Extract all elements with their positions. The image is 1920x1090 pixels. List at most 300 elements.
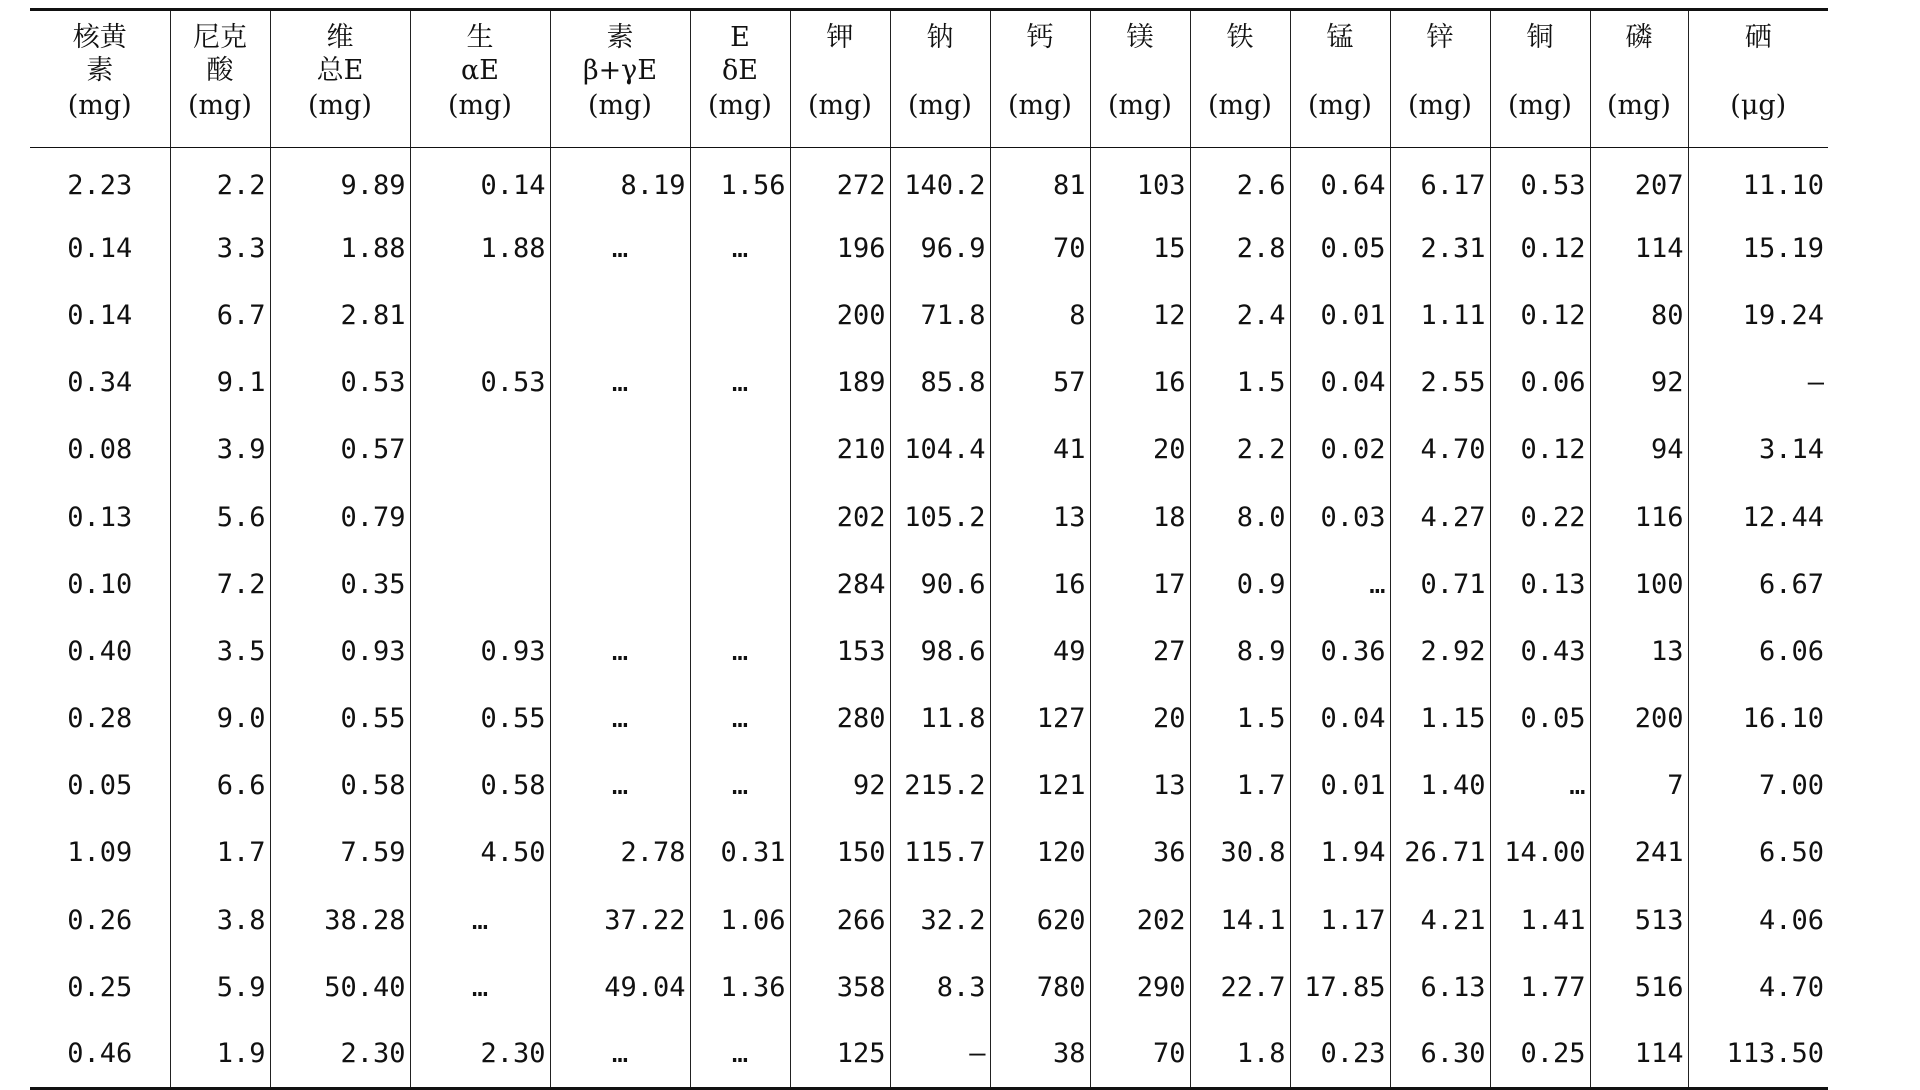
table-cell-vitamin-e-total: 0.57 [270, 416, 410, 483]
table-cell-phosphorus: 114 [1590, 1021, 1688, 1088]
table-cell-vitamin-e-beta-gamma: … [550, 752, 690, 819]
table-cell-phosphorus: 516 [1590, 954, 1688, 1021]
table-cell-riboflavin: 0.46 [30, 1021, 170, 1088]
table-row [30, 551, 1828, 618]
table-cell-vitamin-e-beta-gamma: 49.04 [550, 954, 690, 1021]
column-header-label: 锌 [1426, 22, 1454, 53]
table-cell-vitamin-e-delta [690, 551, 790, 618]
table-cell-iron: 14.1 [1190, 887, 1290, 954]
column-header-sublabel: δE [722, 55, 758, 86]
table-cell-riboflavin: 0.14 [67, 232, 133, 264]
column-header-unit: (mg) [1208, 90, 1272, 121]
table-cell-vitamin-e-total: 38.28 [270, 887, 410, 954]
table-cell-selenium: 15.19 [1688, 215, 1828, 282]
column-header-vitamin-e-total [270, 10, 410, 148]
table-cell-selenium: 19.24 [1688, 282, 1828, 349]
table-cell-niacin: 5.6 [170, 483, 270, 550]
table-cell-niacin: 1.7 [170, 819, 270, 886]
column-header-label: 锰 [1326, 22, 1354, 53]
table-cell-vitamin-e-delta [690, 282, 790, 349]
column-header-unit: (mg) [588, 90, 652, 121]
column-header-sublabel: αE [461, 55, 499, 86]
table-cell-sodium: 104.4 [890, 416, 990, 483]
column-header-vitamin-e-beta-gamma [550, 10, 690, 148]
table-cell-phosphorus: 80 [1590, 282, 1688, 349]
table-cell-vitamin-e-delta: 1.56 [690, 148, 790, 215]
table-cell-potassium: 272 [790, 148, 890, 215]
table-cell-magnesium: 27 [1090, 618, 1190, 685]
table-cell-iron: 2.4 [1190, 282, 1290, 349]
column-header-potassium [790, 10, 890, 148]
table-cell-sodium: 98.6 [890, 618, 990, 685]
table-cell-vitamin-e-beta-gamma: … [550, 685, 690, 752]
table-cell-phosphorus: 116 [1590, 483, 1688, 550]
table-cell-vitamin-e-delta: 0.31 [690, 819, 790, 886]
table-cell-vitamin-e-total: 0.55 [270, 685, 410, 752]
table-cell-iron: 2.2 [1190, 416, 1290, 483]
table-cell-vitamin-e-alpha: 4.50 [410, 819, 550, 886]
table-cell-iron: 8.9 [1190, 618, 1290, 685]
table-row [30, 887, 1828, 954]
column-header-unit: (mg) [908, 90, 972, 121]
table-cell-vitamin-e-delta: … [690, 1021, 790, 1088]
table-cell-zinc: 6.30 [1390, 1021, 1490, 1088]
column-header-label: 钾 [826, 22, 854, 53]
table-cell-zinc: 1.15 [1390, 685, 1490, 752]
table-cell-selenium: 11.10 [1688, 148, 1828, 215]
column-header-unit: (mg) [1408, 90, 1472, 121]
table-cell-copper: 0.06 [1490, 349, 1590, 416]
table-cell-selenium: 6.06 [1688, 618, 1828, 685]
table-row [30, 685, 1828, 752]
header-spacer [993, 54, 1088, 87]
column-header-label: 镁 [1126, 22, 1154, 53]
table-cell-iron: 1.8 [1190, 1021, 1290, 1088]
table-cell-vitamin-e-beta-gamma [550, 416, 690, 483]
table-cell-calcium: 13 [990, 483, 1090, 550]
table-cell-copper: 0.22 [1490, 483, 1590, 550]
table-cell-niacin: 3.9 [170, 416, 270, 483]
column-header-label: 素 [606, 22, 634, 53]
table-cell-iron: 2.8 [1190, 215, 1290, 282]
table-cell-phosphorus: 207 [1590, 148, 1688, 215]
column-header-vitamin-e-alpha [410, 10, 550, 148]
table-cell-niacin: 9.0 [170, 685, 270, 752]
table-cell-vitamin-e-beta-gamma: … [550, 1021, 690, 1088]
table-cell-vitamin-e-delta: … [690, 215, 790, 282]
table-cell-zinc: 1.11 [1390, 282, 1490, 349]
table-cell-calcium: 127 [990, 685, 1090, 752]
table-cell-vitamin-e-alpha: 0.14 [410, 148, 550, 215]
table-cell-calcium: 57 [990, 349, 1090, 416]
table-cell-magnesium: 20 [1090, 416, 1190, 483]
table-cell-vitamin-e-beta-gamma: … [550, 349, 690, 416]
table-cell-vitamin-e-beta-gamma: 2.78 [550, 819, 690, 886]
table-cell-phosphorus: 13 [1590, 618, 1688, 685]
table-cell-sodium: 11.8 [890, 685, 990, 752]
table-cell-iron: 0.9 [1190, 551, 1290, 618]
table-cell-vitamin-e-beta-gamma: 37.22 [550, 887, 690, 954]
table-cell-vitamin-e-total: 0.35 [270, 551, 410, 618]
table-cell-selenium: 113.50 [1688, 1021, 1828, 1088]
column-header-manganese [1290, 10, 1390, 148]
table-cell-iron: 22.7 [1190, 954, 1290, 1021]
column-header-unit: (mg) [1008, 90, 1072, 121]
table-cell-sodium: 32.2 [890, 887, 990, 954]
table-cell-riboflavin: 0.10 [67, 568, 133, 600]
table-cell-magnesium: 20 [1090, 685, 1190, 752]
table-cell-selenium: 6.67 [1688, 551, 1828, 618]
table-header-row [30, 10, 1828, 148]
column-header-label: 硒 [1744, 22, 1772, 53]
column-header-unit: (μg) [1730, 90, 1787, 121]
table-cell-calcium: 49 [990, 618, 1090, 685]
table-cell-vitamin-e-total: 2.30 [270, 1021, 410, 1088]
column-header-label: 生 [466, 22, 494, 53]
table-cell-calcium: 620 [990, 887, 1090, 954]
table-cell-magnesium: 36 [1090, 819, 1190, 886]
table-cell-phosphorus: 200 [1590, 685, 1688, 752]
table-cell-vitamin-e-alpha: … [410, 954, 550, 1021]
table-cell-selenium: 16.10 [1688, 685, 1828, 752]
table-cell-vitamin-e-delta: 1.06 [690, 887, 790, 954]
table-cell-riboflavin: 0.08 [67, 434, 133, 466]
table-cell-vitamin-e-total: 50.40 [270, 954, 410, 1021]
column-header-unit: (mg) [67, 90, 132, 121]
nutrition-table-page [30, 8, 1824, 1086]
table-cell-calcium: 16 [990, 551, 1090, 618]
table-cell-copper: 0.13 [1490, 551, 1590, 618]
table-cell-iron: 8.0 [1190, 483, 1290, 550]
table-cell-selenium: 7.00 [1688, 752, 1828, 819]
table-cell-sodium: 8.3 [890, 954, 990, 1021]
table-cell-niacin: 1.9 [170, 1021, 270, 1088]
table-cell-copper: 0.12 [1490, 416, 1590, 483]
table-cell-sodium: — [890, 1021, 990, 1088]
table-cell-phosphorus: 92 [1590, 349, 1688, 416]
column-header-label: 维 [326, 22, 354, 53]
table-cell-phosphorus: 241 [1590, 819, 1688, 886]
column-header-label: 磷 [1625, 22, 1653, 53]
table-cell-riboflavin: 0.34 [67, 367, 133, 399]
header-spacer [1193, 54, 1288, 87]
column-header-unit: (mg) [308, 90, 372, 121]
table-cell-magnesium: 17 [1090, 551, 1190, 618]
table-row [30, 752, 1828, 819]
table-cell-selenium: 12.44 [1688, 483, 1828, 550]
table-cell-vitamin-e-beta-gamma [550, 551, 690, 618]
column-header-label: 铁 [1226, 22, 1254, 53]
table-cell-potassium: 200 [790, 282, 890, 349]
table-cell-vitamin-e-alpha: … [410, 887, 550, 954]
column-header-label: 钠 [926, 22, 954, 53]
table-cell-sodium: 96.9 [890, 215, 990, 282]
table-cell-potassium: 284 [790, 551, 890, 618]
table-cell-niacin: 3.3 [170, 215, 270, 282]
table-cell-manganese: 0.03 [1290, 483, 1390, 550]
table-cell-calcium: 121 [990, 752, 1090, 819]
table-cell-vitamin-e-total: 1.88 [270, 215, 410, 282]
table-cell-niacin: 6.7 [170, 282, 270, 349]
table-cell-iron: 2.6 [1190, 148, 1290, 215]
table-cell-manganese: 0.23 [1290, 1021, 1390, 1088]
table-body [30, 148, 1828, 1089]
table-cell-manganese: 0.02 [1290, 416, 1390, 483]
table-cell-zinc: 2.92 [1390, 618, 1490, 685]
table-cell-magnesium: 103 [1090, 148, 1190, 215]
table-cell-riboflavin: 0.05 [67, 770, 133, 802]
table-cell-magnesium: 290 [1090, 954, 1190, 1021]
table-cell-manganese: … [1290, 551, 1390, 618]
table-cell-phosphorus: 7 [1590, 752, 1688, 819]
table-cell-manganese: 0.01 [1290, 282, 1390, 349]
table-cell-niacin: 6.6 [170, 752, 270, 819]
column-header-iron [1190, 10, 1290, 148]
header-spacer [1493, 54, 1588, 87]
table-cell-copper: 0.12 [1490, 215, 1590, 282]
column-header-sublabel: 素 [86, 55, 114, 86]
table-cell-magnesium: 202 [1090, 887, 1190, 954]
table-cell-sodium: 215.2 [890, 752, 990, 819]
column-header-label: 铜 [1526, 22, 1554, 53]
table-cell-phosphorus: 100 [1590, 551, 1688, 618]
table-cell-sodium: 115.7 [890, 819, 990, 886]
table-cell-copper: 0.43 [1490, 618, 1590, 685]
table-cell-selenium: 3.14 [1688, 416, 1828, 483]
table-cell-riboflavin: 0.28 [67, 703, 133, 735]
table-cell-vitamin-e-beta-gamma: … [550, 215, 690, 282]
table-cell-iron: 1.5 [1190, 349, 1290, 416]
table-cell-copper: 1.77 [1490, 954, 1590, 1021]
table-cell-niacin: 3.5 [170, 618, 270, 685]
table-cell-manganese: 0.64 [1290, 148, 1390, 215]
table-cell-vitamin-e-alpha: 0.55 [410, 685, 550, 752]
table-cell-riboflavin: 0.40 [67, 635, 133, 667]
table-cell-iron: 1.5 [1190, 685, 1290, 752]
table-cell-zinc: 0.71 [1390, 551, 1490, 618]
table-cell-calcium: 780 [990, 954, 1090, 1021]
table-cell-niacin: 7.2 [170, 551, 270, 618]
column-header-riboflavin [30, 10, 170, 148]
table-row [30, 1021, 1828, 1088]
table-cell-magnesium: 70 [1090, 1021, 1190, 1088]
table-cell-zinc: 2.31 [1390, 215, 1490, 282]
table-cell-riboflavin: 0.13 [67, 501, 133, 533]
column-header-selenium [1688, 10, 1828, 148]
table-row [30, 819, 1828, 886]
column-header-magnesium [1090, 10, 1190, 148]
table-cell-selenium: 4.06 [1688, 887, 1828, 954]
table-cell-calcium: 70 [990, 215, 1090, 282]
table-cell-vitamin-e-alpha: 0.93 [410, 618, 550, 685]
table-cell-manganese: 0.36 [1290, 618, 1390, 685]
table-cell-potassium: 210 [790, 416, 890, 483]
table-cell-vitamin-e-total: 0.53 [270, 349, 410, 416]
column-header-unit: (mg) [1508, 90, 1572, 121]
table-cell-magnesium: 16 [1090, 349, 1190, 416]
table-cell-niacin: 2.2 [170, 148, 270, 215]
table-row [30, 954, 1828, 1021]
column-header-unit: (mg) [188, 90, 252, 121]
column-header-unit: (mg) [1308, 90, 1372, 121]
table-cell-vitamin-e-alpha: 0.58 [410, 752, 550, 819]
column-header-label: 钙 [1026, 22, 1054, 53]
table-cell-manganese: 1.17 [1290, 887, 1390, 954]
header-spacer [793, 54, 888, 87]
table-cell-sodium: 140.2 [890, 148, 990, 215]
column-header-unit: (mg) [448, 90, 512, 121]
table-cell-calcium: 8 [990, 282, 1090, 349]
table-cell-vitamin-e-total: 9.89 [270, 148, 410, 215]
column-header-niacin [170, 10, 270, 148]
table-cell-copper: 0.53 [1490, 148, 1590, 215]
table-cell-calcium: 81 [990, 148, 1090, 215]
table-cell-magnesium: 18 [1090, 483, 1190, 550]
table-cell-vitamin-e-alpha [410, 282, 550, 349]
table-cell-vitamin-e-delta [690, 416, 790, 483]
column-header-vitamin-e-delta [690, 10, 790, 148]
table-cell-copper: 0.25 [1490, 1021, 1590, 1088]
table-cell-copper: 14.00 [1490, 819, 1590, 886]
column-header-phosphorus [1590, 10, 1688, 148]
table-cell-vitamin-e-total: 0.93 [270, 618, 410, 685]
table-cell-manganese: 17.85 [1290, 954, 1390, 1021]
table-cell-selenium: — [1688, 349, 1828, 416]
table-cell-manganese: 0.04 [1290, 349, 1390, 416]
table-row [30, 416, 1828, 483]
table-cell-copper: … [1490, 752, 1590, 819]
table-cell-iron: 30.8 [1190, 819, 1290, 886]
table-cell-potassium: 153 [790, 618, 890, 685]
nutrient-table [30, 8, 1828, 1090]
table-cell-phosphorus: 513 [1590, 887, 1688, 954]
column-header-sublabel: 总E [316, 55, 364, 86]
table-cell-magnesium: 13 [1090, 752, 1190, 819]
table-cell-manganese: 0.01 [1290, 752, 1390, 819]
table-cell-vitamin-e-beta-gamma: … [550, 618, 690, 685]
column-header-unit: (mg) [808, 90, 872, 121]
table-cell-vitamin-e-total: 0.79 [270, 483, 410, 550]
column-header-unit: (mg) [1108, 90, 1172, 121]
table-cell-manganese: 0.05 [1290, 215, 1390, 282]
table-cell-zinc: 4.27 [1390, 483, 1490, 550]
table-cell-selenium: 4.70 [1688, 954, 1828, 1021]
table-cell-sodium: 105.2 [890, 483, 990, 550]
table-cell-potassium: 92 [790, 752, 890, 819]
table-cell-magnesium: 12 [1090, 282, 1190, 349]
table-cell-vitamin-e-alpha [410, 416, 550, 483]
column-header-copper [1490, 10, 1590, 148]
table-row [30, 618, 1828, 685]
table-cell-riboflavin: 2.23 [67, 169, 133, 201]
table-cell-zinc: 26.71 [1390, 819, 1490, 886]
table-cell-calcium: 38 [990, 1021, 1090, 1088]
table-cell-vitamin-e-delta: 1.36 [690, 954, 790, 1021]
table-cell-zinc: 2.55 [1390, 349, 1490, 416]
table-cell-riboflavin: 0.26 [67, 904, 133, 936]
table-cell-potassium: 196 [790, 215, 890, 282]
table-cell-vitamin-e-total: 0.58 [270, 752, 410, 819]
table-cell-potassium: 189 [790, 349, 890, 416]
table-cell-potassium: 125 [790, 1021, 890, 1088]
column-header-unit: (mg) [708, 90, 772, 121]
table-cell-zinc: 6.13 [1390, 954, 1490, 1021]
column-header-calcium [990, 10, 1090, 148]
table-cell-manganese: 1.94 [1290, 819, 1390, 886]
table-cell-niacin: 9.1 [170, 349, 270, 416]
column-header-zinc [1390, 10, 1490, 148]
table-row [30, 148, 1828, 215]
column-header-sublabel: 酸 [206, 55, 234, 86]
table-cell-vitamin-e-delta: … [690, 752, 790, 819]
header-spacer [893, 54, 988, 87]
table-cell-manganese: 0.04 [1290, 685, 1390, 752]
table-cell-vitamin-e-alpha [410, 483, 550, 550]
table-cell-vitamin-e-delta [690, 483, 790, 550]
table-cell-riboflavin: 0.14 [67, 299, 133, 331]
table-cell-vitamin-e-delta: … [690, 685, 790, 752]
table-cell-vitamin-e-beta-gamma: 8.19 [550, 148, 690, 215]
table-cell-vitamin-e-total: 7.59 [270, 819, 410, 886]
table-cell-potassium: 266 [790, 887, 890, 954]
table-cell-sodium: 71.8 [890, 282, 990, 349]
table-cell-zinc: 1.40 [1390, 752, 1490, 819]
table-cell-vitamin-e-alpha: 0.53 [410, 349, 550, 416]
table-cell-vitamin-e-beta-gamma [550, 483, 690, 550]
table-cell-zinc: 4.70 [1390, 416, 1490, 483]
table-cell-sodium: 85.8 [890, 349, 990, 416]
table-cell-magnesium: 15 [1090, 215, 1190, 282]
table-cell-iron: 1.7 [1190, 752, 1290, 819]
table-cell-niacin: 5.9 [170, 954, 270, 1021]
table-cell-calcium: 41 [990, 416, 1090, 483]
header-spacer [1691, 54, 1827, 87]
table-cell-zinc: 6.17 [1390, 148, 1490, 215]
column-header-label: 尼克 [193, 22, 247, 53]
table-cell-riboflavin: 0.25 [67, 971, 133, 1003]
table-cell-potassium: 358 [790, 954, 890, 1021]
header-spacer [1593, 54, 1686, 87]
column-header-label: E [730, 22, 750, 53]
table-cell-phosphorus: 94 [1590, 416, 1688, 483]
table-cell-vitamin-e-delta: … [690, 349, 790, 416]
table-cell-potassium: 280 [790, 685, 890, 752]
table-cell-copper: 1.41 [1490, 887, 1590, 954]
table-cell-vitamin-e-delta: … [690, 618, 790, 685]
table-cell-vitamin-e-beta-gamma [550, 282, 690, 349]
table-row [30, 282, 1828, 349]
table-cell-selenium: 6.50 [1688, 819, 1828, 886]
header-spacer [1393, 54, 1488, 87]
column-header-label: 核黄 [72, 22, 127, 53]
table-cell-vitamin-e-alpha [410, 551, 550, 618]
table-cell-vitamin-e-alpha: 2.30 [410, 1021, 550, 1088]
table-row [30, 483, 1828, 550]
table-cell-riboflavin: 1.09 [67, 837, 133, 869]
column-header-sublabel: β+γE [582, 55, 658, 86]
table-cell-zinc: 4.21 [1390, 887, 1490, 954]
header-spacer [1093, 54, 1188, 87]
table-cell-sodium: 90.6 [890, 551, 990, 618]
table-cell-vitamin-e-alpha: 1.88 [410, 215, 550, 282]
table-cell-niacin: 3.8 [170, 887, 270, 954]
table-cell-potassium: 202 [790, 483, 890, 550]
table-cell-phosphorus: 114 [1590, 215, 1688, 282]
table-cell-copper: 0.05 [1490, 685, 1590, 752]
table-cell-copper: 0.12 [1490, 282, 1590, 349]
table-cell-calcium: 120 [990, 819, 1090, 886]
table-cell-potassium: 150 [790, 819, 890, 886]
